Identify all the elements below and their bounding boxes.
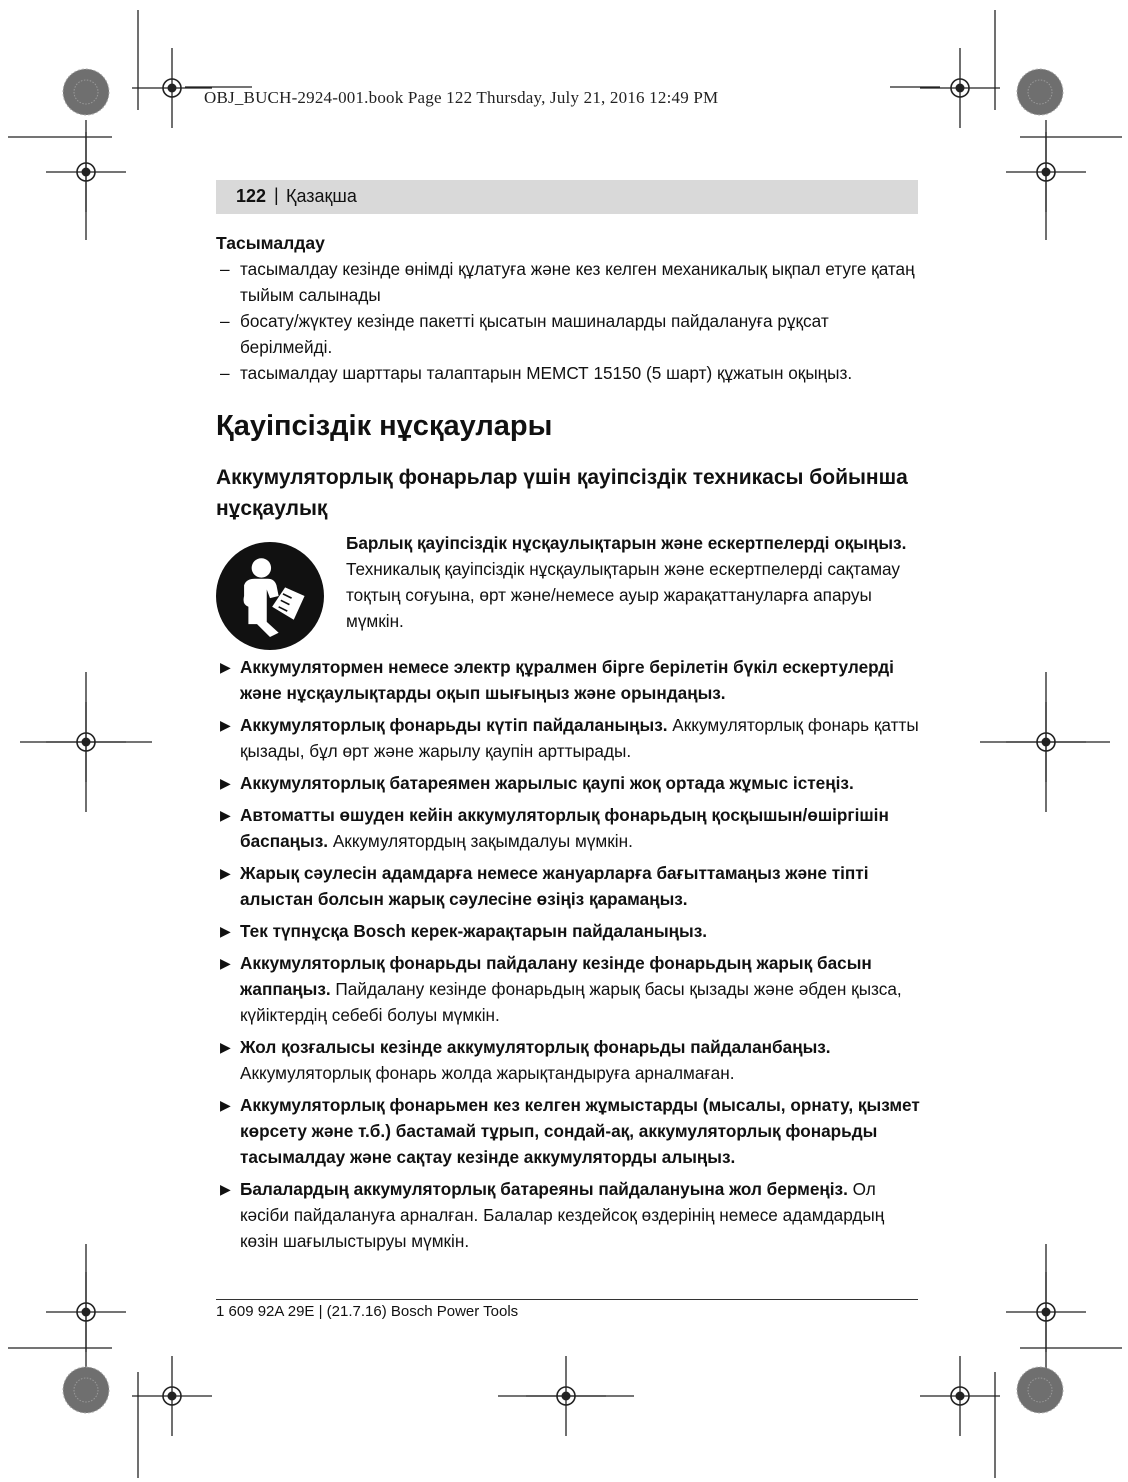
safety-subheading: Аккумуляторлық фонарьлар үшін қауіпсіздік техникасы бойынша нұсқаулық [216, 466, 908, 520]
list-item: – босату/жүктеу кезінде пакетті қысатын машиналарды пайдалануға рұқсат берілмейді. [220, 311, 829, 357]
intro-text [346, 530, 916, 634]
header-language: Қазақша [286, 186, 357, 206]
list-item: ▶ Аккумуляторлық фонарьды күтіп пайдаланыңыз. Аккумуляторлық фонарь қатты қызады, бұл өрт және жарылу қаупін арттырады. [220, 715, 919, 761]
transport-title: Тасымалдау [216, 233, 325, 253]
safety-heading: Қауіпсіздік нұсқаулары [216, 410, 553, 442]
footer-rule [216, 1299, 918, 1300]
transport-list [216, 256, 922, 386]
page-content [216, 230, 922, 1260]
list-item: ▶ Аккумуляторлық фонарьды пайдалану кезінде фонарьдың жарық басын жаппаңыз. Пайдалану кезінде фонарьдың жарық басы қызады және әбден қызса, күйіктердің себебі болуы мүмкін. [220, 953, 902, 1025]
header-separator: | [274, 185, 279, 205]
intro-body: Техникалық қауіпсіздік нұсқаулықтарын және ескертпелерді сақтамау тоқтың соғуына, өрт және/немесе ауыр жарақаттануларға апаруы мүмкін. [346, 559, 901, 631]
page-footer: 1 609 92A 29E | (21.7.16) Bosch Power Tools [216, 1303, 519, 1320]
page-header [216, 180, 918, 214]
page-number: 122 [236, 186, 267, 206]
list-item: ▶ Автоматты өшуден кейін аккумуляторлық фонарьдың қосқышын/өшіргішін баспаңыз. Аккумулятордың зақымдалуы мүмкін. [220, 805, 889, 851]
print-slug: OBJ_BUCH-2924-001.book Page 122 Thursday, July 21, 2016 12:49 PM [204, 88, 719, 107]
intro-bold: Барлық қауіпсіздік нұсқаулықтарын және ескертпелерді оқыңыз. [346, 533, 907, 553]
list-item: ▶ Аккумуляторлық фонарьмен кез келген жұмыстарды (мысалы, орнату, қызмет көрсету және т.б.) бастамай тұрып, сондай-ақ, аккумуляторлық фонарьды тасымалдау және сақтау кезінде аккумуляторды алыңыз. [220, 1095, 920, 1167]
list-item: – тасымалдау шарттары талаптарын МЕМСТ 15150 (5 шарт) құжатын оқыңыз. [220, 363, 853, 383]
list-item: ▶ Балалардың аккумуляторлық батареяны пайдалануына жол бермеңіз. Ол кәсіби пайдалануға арналған. Балалар кездейсоқ өздерінің немесе адамдардың көзін шағылыстыруы мүмкін. [220, 1179, 885, 1251]
list-item: ▶ Аккумуляторлық батареямен жарылыс қаупі жоқ ортада жұмыс істеңіз. [220, 773, 854, 793]
safety-intro [216, 530, 922, 642]
list-item: ▶ Жол қозғалысы кезінде аккумуляторлық фонарьды пайдаланбаңыз. Аккумуляторлық фонарь жолда жарықтандыруға арналмаған. [220, 1037, 831, 1083]
safety-bullets [216, 654, 922, 1254]
list-item: – тасымалдау кезінде өнімді құлатуға және кез келген механикалық ықпал етуге қатаң тыйым салынады [220, 259, 915, 305]
list-item: ▶ Жарық сәулесін адамдарға немесе жануарларға бағыттамаңыз және тіпті алыстан болсын жарық сәулесіне өзіңіз қарамаңыз. [220, 863, 869, 909]
list-item: ▶ Аккумулятормен немесе электр құралмен бірге берілетін бүкіл ескертулерді және нұсқаулықтарды оқып шығыңыз және орындаңыз. [220, 657, 894, 703]
list-item: ▶ Тек түпнұсқа Bosch керек-жарақтарын пайдаланыңыз. [220, 921, 708, 941]
read-manual-icon [216, 542, 324, 650]
